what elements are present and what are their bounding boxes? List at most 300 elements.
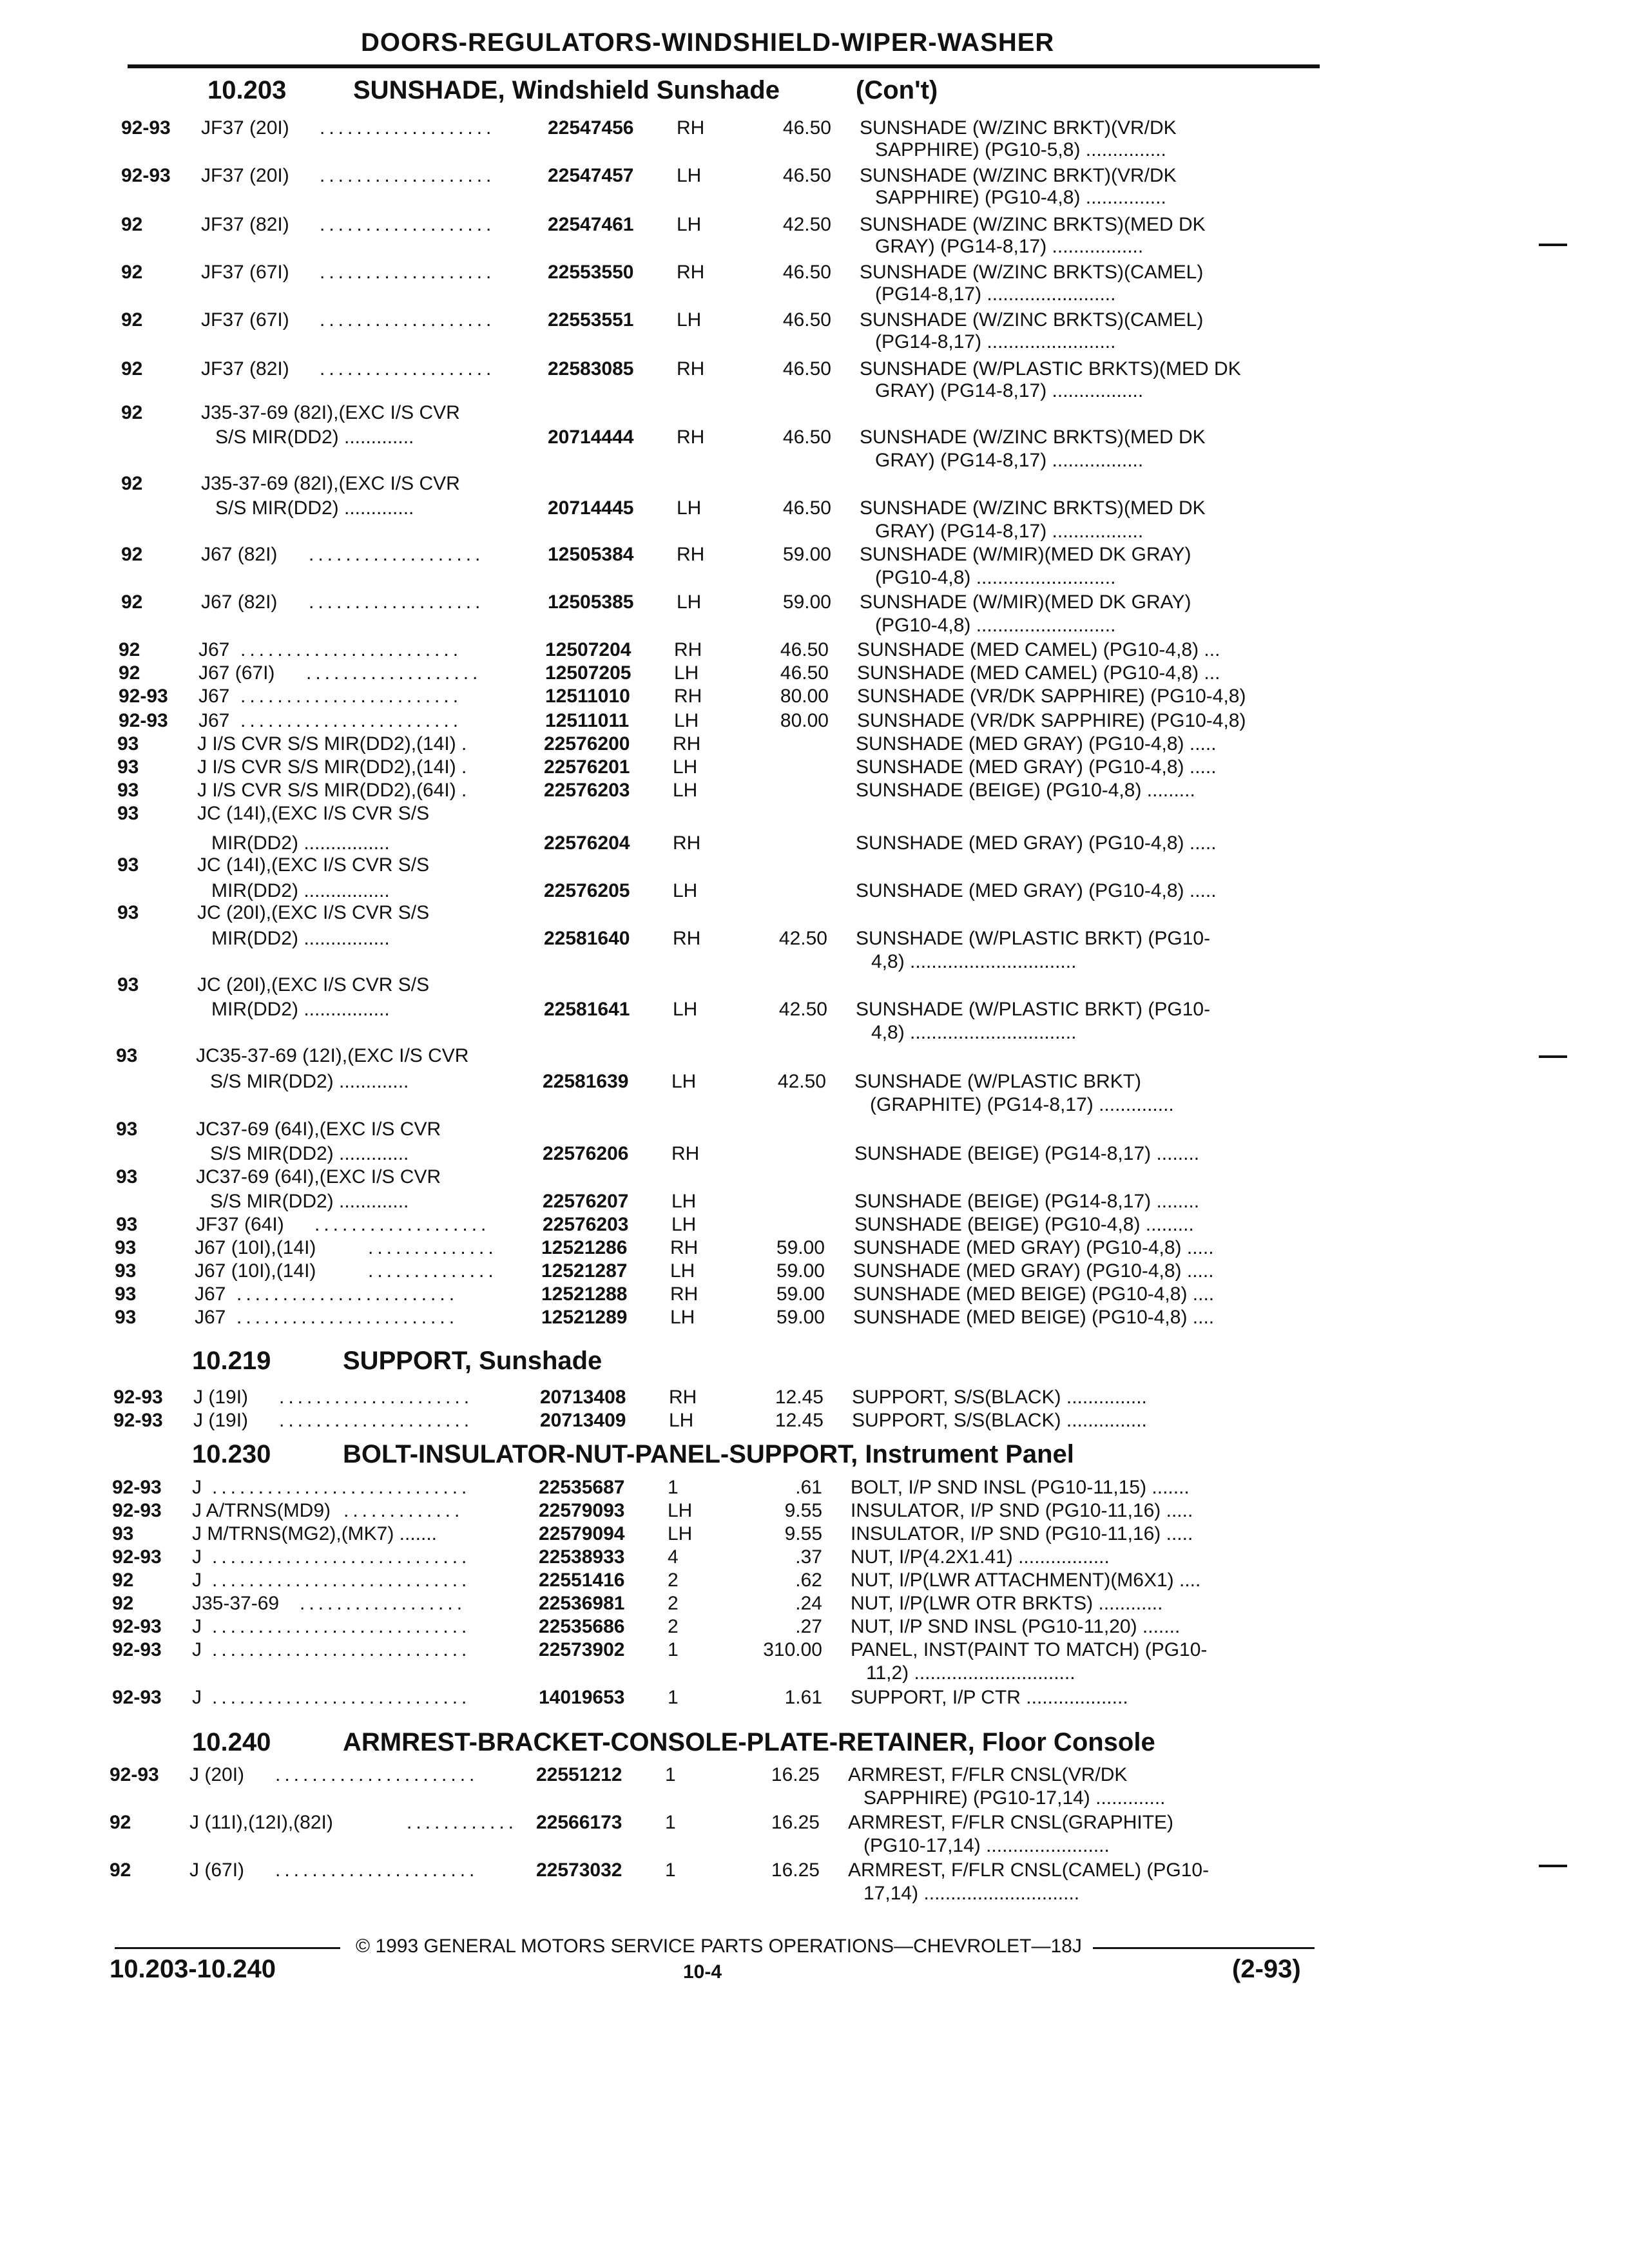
model-years: 92-93 — [112, 1500, 162, 1521]
part-row — [0, 1881, 1629, 1906]
leader-dots: .................. — [300, 1593, 467, 1614]
side-or-quantity: LH — [670, 1307, 695, 1328]
part-description: NUT, I/P(4.2X1.41) ................. — [851, 1546, 1110, 1568]
side-or-quantity: LH — [677, 309, 702, 331]
part-description: SUPPORT, S/S(BLACK) ............... — [852, 1410, 1147, 1431]
leader-dots: ................... — [306, 662, 482, 684]
side-or-quantity: RH — [673, 733, 701, 754]
leader-dots: ........................ — [240, 639, 463, 660]
part-row — [0, 1858, 1629, 1883]
part-description: SUNSHADE (W/MIR)(MED DK GRAY) — [860, 591, 1191, 613]
description-continued: (PG10-4,8) .......................... — [875, 615, 1116, 636]
part-number: 22573902 — [539, 1639, 625, 1660]
part-row — [0, 1661, 1629, 1686]
part-description: SUNSHADE (MED GRAY) (PG10-4,8) ..... — [856, 832, 1217, 854]
model-years: 93 — [117, 756, 139, 778]
part-row — [0, 116, 1629, 140]
application-continued: S/S MIR(DD2) ............. — [215, 427, 414, 448]
price: 42.50 — [778, 928, 827, 949]
part-number: 22547456 — [548, 117, 634, 139]
part-number: 22576203 — [544, 780, 630, 801]
description-continued: GRAY) (PG14-8,17) ................. — [875, 380, 1144, 401]
price: .24 — [795, 1593, 822, 1614]
description-continued: (PG10-4,8) .......................... — [875, 567, 1116, 588]
side-or-quantity: RH — [674, 686, 702, 707]
part-row — [0, 543, 1629, 567]
part-row — [0, 308, 1629, 332]
model-years: 93 — [117, 803, 139, 824]
part-row — [0, 879, 1629, 903]
application: J — [192, 1477, 202, 1498]
section-number: 10.230 — [192, 1440, 271, 1468]
description-continued: SAPPHIRE) (PG10-5,8) ............... — [875, 139, 1166, 160]
model-years: 93 — [116, 1119, 138, 1140]
side-or-quantity: LH — [674, 662, 699, 684]
part-row — [0, 732, 1629, 756]
part-number: 22576205 — [544, 880, 630, 901]
side-or-quantity: LH — [673, 999, 698, 1020]
leader-dots: ................... — [320, 358, 496, 380]
part-description: INSULATOR, I/P SND (PG10-11,16) ..... — [851, 1500, 1193, 1521]
part-row — [0, 235, 1629, 259]
model-years: 93 — [115, 1307, 137, 1328]
part-row — [0, 1686, 1629, 1710]
part-row — [0, 1786, 1629, 1811]
description-continued: 11,2) .............................. — [866, 1662, 1075, 1684]
model-years: 92 — [121, 262, 143, 283]
part-row — [0, 927, 1629, 951]
leader-dots: .............. — [368, 1260, 497, 1282]
price: 42.50 — [777, 1071, 826, 1092]
price: 80.00 — [780, 686, 829, 707]
model-years: 93 — [117, 733, 139, 754]
part-row — [0, 1522, 1629, 1546]
price: 12.45 — [775, 1410, 824, 1431]
application-continued: S/S MIR(DD2) ............. — [210, 1143, 409, 1164]
part-row — [0, 661, 1629, 686]
side-or-quantity: LH — [673, 780, 698, 801]
part-description: INSULATOR, I/P SND (PG10-11,16) ..... — [851, 1523, 1193, 1544]
application: JF37 (67I) — [201, 309, 289, 331]
margin-mark — [1539, 1055, 1567, 1058]
part-description: SUNSHADE (W/ZINC BRKTS)(CAMEL) — [860, 309, 1204, 331]
part-description: SUNSHADE (VR/DK SAPPHIRE) (PG10-4,8) — [857, 710, 1246, 731]
footer-section-range: 10.203-10.240 — [110, 1955, 276, 1983]
model-years: 92-93 — [121, 117, 171, 139]
part-number: 22553551 — [548, 309, 634, 331]
leader-dots: ................... — [314, 1214, 490, 1235]
application-continued: S/S MIR(DD2) ............. — [210, 1071, 409, 1092]
model-years: 93 — [117, 854, 139, 876]
leader-dots: ...................... — [275, 1764, 479, 1785]
application-continued: S/S MIR(DD2) ............. — [210, 1191, 409, 1212]
part-row — [0, 496, 1629, 521]
part-row — [0, 1638, 1629, 1662]
leader-dots: ................... — [309, 591, 485, 613]
model-years: 92 — [119, 662, 140, 684]
part-number: 20714445 — [548, 497, 634, 519]
part-number: 22547461 — [548, 214, 634, 235]
part-description: SUNSHADE (MED BEIGE) (PG10-4,8) .... — [853, 1283, 1215, 1305]
part-row — [0, 1044, 1629, 1068]
part-row — [0, 1021, 1629, 1045]
part-row — [0, 566, 1629, 590]
part-row — [0, 379, 1629, 403]
part-number: 20713409 — [540, 1410, 626, 1431]
model-years: 92-93 — [119, 710, 168, 731]
part-row — [0, 1475, 1629, 1500]
price: .61 — [795, 1477, 822, 1498]
part-number: 22547457 — [548, 165, 634, 186]
model-years: 92 — [121, 402, 143, 423]
side-or-quantity: LH — [671, 1071, 697, 1092]
price: 16.25 — [771, 1860, 820, 1881]
part-number: 12505384 — [548, 544, 634, 565]
part-number: 22581639 — [543, 1071, 629, 1092]
side-or-quantity: LH — [668, 1500, 693, 1521]
part-description: SUNSHADE (W/ZINC BRKTS)(MED DK — [860, 427, 1206, 448]
description-continued: 4,8) ............................... — [871, 1022, 1077, 1043]
part-description: SUNSHADE (MED CAMEL) (PG10-4,8) ... — [857, 639, 1220, 660]
part-description: SUNSHADE (BEIGE) (PG14-8,17) ........ — [854, 1143, 1200, 1164]
model-years: 92-93 — [119, 686, 168, 707]
part-row — [0, 1834, 1629, 1858]
application: J67 — [198, 639, 230, 660]
leader-dots: ............................ — [212, 1477, 471, 1498]
margin-mark — [1539, 244, 1567, 246]
leader-dots: ................... — [309, 544, 485, 565]
part-description: SUNSHADE (W/ZINC BRKTS)(MED DK — [860, 214, 1206, 235]
part-description: BOLT, I/P SND INSL (PG10-11,15) ....... — [851, 1477, 1190, 1498]
price: 59.00 — [776, 1237, 825, 1258]
price: .27 — [795, 1616, 822, 1637]
price: 46.50 — [782, 262, 831, 283]
side-or-quantity: 2 — [668, 1570, 679, 1591]
side-or-quantity: 1 — [668, 1639, 679, 1660]
section-title: SUPPORT, Sunshade — [343, 1347, 602, 1375]
price: 12.45 — [775, 1387, 824, 1408]
part-description: SUNSHADE (MED GRAY) (PG10-4,8) ..... — [856, 880, 1217, 901]
side-or-quantity: LH — [673, 880, 698, 901]
side-or-quantity: RH — [677, 262, 705, 283]
section-number: 10.219 — [192, 1347, 271, 1375]
description-continued: 4,8) ............................... — [871, 951, 1077, 972]
model-years: 92 — [112, 1570, 134, 1591]
model-years: 92 — [119, 639, 140, 660]
part-description: SUNSHADE (W/PLASTIC BRKT) (PG10- — [856, 999, 1211, 1020]
application-continued: MIR(DD2) ................ — [211, 999, 390, 1020]
application: J — [192, 1687, 202, 1708]
part-number: 12507205 — [545, 662, 631, 684]
application: J — [192, 1546, 202, 1568]
part-description: SUNSHADE (MED GRAY) (PG10-4,8) ..... — [853, 1260, 1214, 1282]
application: J35-37-69 (82I),(EXC I/S CVR — [201, 473, 460, 494]
application-continued: MIR(DD2) ................ — [211, 928, 390, 949]
part-description: SUNSHADE (MED GRAY) (PG10-4,8) ..... — [856, 756, 1217, 778]
application-continued: MIR(DD2) ................ — [211, 832, 390, 854]
side-or-quantity: LH — [677, 591, 702, 613]
leader-dots: ................... — [320, 214, 496, 235]
part-row — [0, 997, 1629, 1022]
price: 46.50 — [782, 117, 831, 139]
price: 16.25 — [771, 1764, 820, 1785]
part-number: 22576206 — [543, 1143, 629, 1164]
part-row — [0, 1568, 1629, 1593]
part-description: NUT, I/P(LWR OTR BRKTS) ............ — [851, 1593, 1163, 1614]
price: 59.00 — [776, 1283, 825, 1305]
side-or-quantity: 1 — [668, 1687, 679, 1708]
side-or-quantity: LH — [677, 214, 702, 235]
part-description: SUNSHADE (MED GRAY) (PG10-4,8) ..... — [853, 1237, 1214, 1258]
model-years: 93 — [117, 902, 139, 923]
part-row — [0, 709, 1629, 733]
price: 46.50 — [780, 662, 829, 684]
part-row — [0, 1236, 1629, 1260]
part-number: 22566173 — [536, 1812, 622, 1833]
part-description: SUNSHADE (W/ZINC BRKT)(VR/DK — [860, 117, 1177, 139]
part-row — [0, 950, 1629, 974]
application: J35-37-69 — [192, 1593, 280, 1614]
part-row — [0, 186, 1629, 210]
side-or-quantity: LH — [670, 1260, 695, 1282]
part-row — [0, 638, 1629, 662]
part-row — [0, 973, 1629, 997]
part-row — [0, 282, 1629, 307]
part-row — [0, 357, 1629, 381]
part-row — [0, 472, 1629, 496]
part-description: SUNSHADE (W/PLASTIC BRKTS)(MED DK — [860, 358, 1241, 380]
part-row — [0, 1615, 1629, 1639]
application: J67 (10I),(14I) — [195, 1260, 316, 1282]
side-or-quantity: LH — [668, 1523, 693, 1544]
side-or-quantity: 2 — [668, 1593, 679, 1614]
part-number: 22535687 — [539, 1477, 625, 1498]
part-number: 14019653 — [539, 1687, 625, 1708]
side-or-quantity: RH — [674, 639, 702, 660]
price: 59.00 — [776, 1260, 825, 1282]
part-description: SUNSHADE (VR/DK SAPPHIRE) (PG10-4,8) — [857, 686, 1246, 707]
price: 46.50 — [780, 639, 829, 660]
part-description: SUNSHADE (BEIGE) (PG14-8,17) ........ — [854, 1191, 1200, 1212]
part-row — [0, 831, 1629, 856]
part-row — [0, 755, 1629, 780]
model-years: 92-93 — [112, 1546, 162, 1568]
part-row — [0, 853, 1629, 878]
margin-mark — [1539, 1865, 1567, 1867]
application: J67 (82I) — [201, 591, 278, 613]
model-years: 92-93 — [113, 1410, 163, 1431]
price: 80.00 — [780, 710, 829, 731]
part-description: PANEL, INST(PAINT TO MATCH) (PG10- — [851, 1639, 1208, 1660]
part-number: 22576207 — [543, 1191, 629, 1212]
part-description: SUPPORT, I/P CTR ................... — [851, 1687, 1128, 1708]
leader-dots: ............. — [343, 1500, 464, 1521]
part-description: ARMREST, F/FLR CNSL(VR/DK — [848, 1764, 1128, 1785]
part-row — [0, 1385, 1629, 1410]
part-description: SUNSHADE (BEIGE) (PG10-4,8) ......... — [856, 780, 1195, 801]
model-years: 93 — [115, 1237, 137, 1258]
price: 16.25 — [771, 1812, 820, 1833]
part-description: ARMREST, F/FLR CNSL(CAMEL) (PG10- — [848, 1860, 1210, 1881]
model-years: 93 — [116, 1166, 138, 1187]
application: JF37 (67I) — [201, 262, 289, 283]
model-years: 92-93 — [112, 1687, 162, 1708]
footer-date: (2-93) — [1232, 1955, 1301, 1983]
price: 46.50 — [782, 358, 831, 380]
application: JC (14I),(EXC I/S CVR S/S — [197, 854, 430, 876]
part-number: 22535686 — [539, 1616, 625, 1637]
leader-dots: ...................... — [275, 1860, 479, 1881]
application: JF37 (20I) — [201, 165, 289, 186]
application: J (67I) — [189, 1860, 245, 1881]
part-row — [0, 1811, 1629, 1835]
part-number: 22551212 — [536, 1764, 622, 1785]
part-row — [0, 1763, 1629, 1787]
page-header-title: DOORS-REGULATORS-WINDSHIELD-WIPER-WASHER — [361, 28, 1055, 57]
model-years: 92-93 — [121, 165, 171, 186]
part-row — [0, 448, 1629, 473]
side-or-quantity: RH — [669, 1387, 697, 1408]
description-continued: GRAY) (PG14-8,17) ................. — [875, 521, 1144, 542]
application: J67 — [198, 686, 230, 707]
part-description: SUPPORT, S/S(BLACK) ............... — [852, 1387, 1147, 1408]
part-number: 22576201 — [544, 756, 630, 778]
part-number: 22576200 — [544, 733, 630, 754]
side-or-quantity: 1 — [665, 1812, 676, 1833]
side-or-quantity: 2 — [668, 1616, 679, 1637]
side-or-quantity: RH — [677, 544, 705, 565]
price: 9.55 — [784, 1500, 822, 1521]
leader-dots: ................... — [320, 262, 496, 283]
part-row — [0, 1305, 1629, 1330]
model-years: 92 — [121, 309, 143, 331]
leader-dots: ........................ — [236, 1283, 459, 1305]
part-row — [0, 138, 1629, 162]
footer-rule-left — [115, 1947, 340, 1949]
side-or-quantity: LH — [671, 1214, 697, 1235]
part-row — [0, 213, 1629, 237]
price: 9.55 — [784, 1523, 822, 1544]
side-or-quantity: RH — [677, 358, 705, 380]
side-or-quantity: LH — [673, 756, 698, 778]
part-number: 22579094 — [539, 1523, 625, 1544]
part-row — [0, 1545, 1629, 1570]
price: .37 — [795, 1546, 822, 1568]
side-or-quantity: RH — [670, 1237, 699, 1258]
model-years: 93 — [112, 1523, 134, 1544]
price: 42.50 — [778, 999, 827, 1020]
description-continued: (PG14-8,17) ........................ — [875, 284, 1116, 305]
part-row — [0, 1117, 1629, 1142]
model-years: 93 — [117, 780, 139, 801]
part-description: SUNSHADE (W/ZINC BRKTS)(MED DK — [860, 497, 1206, 519]
application: J I/S CVR S/S MIR(DD2),(14I) . — [197, 756, 467, 778]
application: JC37-69 (64I),(EXC I/S CVR — [196, 1119, 441, 1140]
side-or-quantity: LH — [671, 1191, 697, 1212]
model-years: 92 — [121, 358, 143, 380]
part-row — [0, 778, 1629, 803]
part-row — [0, 590, 1629, 615]
part-row — [0, 1499, 1629, 1523]
model-years: 92 — [121, 591, 143, 613]
part-row — [0, 1259, 1629, 1283]
leader-dots: ............................ — [212, 1639, 471, 1660]
price: 59.00 — [782, 544, 831, 565]
application: JC35-37-69 (12I),(EXC I/S CVR — [196, 1045, 469, 1066]
part-row — [0, 260, 1629, 285]
part-number: 22573032 — [536, 1860, 622, 1881]
section-continued: (Con't) — [856, 76, 938, 104]
leader-dots: ............................ — [212, 1687, 471, 1708]
description-continued: 17,14) ............................. — [863, 1883, 1080, 1904]
part-description: SUNSHADE (MED GRAY) (PG10-4,8) ..... — [856, 733, 1217, 754]
side-or-quantity: LH — [677, 165, 702, 186]
application: JC (20I),(EXC I/S CVR S/S — [197, 974, 430, 995]
part-row — [0, 1591, 1629, 1616]
section-title: ARMREST-BRACKET-CONSOLE-PLATE-RETAINER, Floor Console — [343, 1728, 1155, 1756]
application: J67 (67I) — [198, 662, 275, 684]
application: J A/TRNS(MD9) — [192, 1500, 331, 1521]
part-description: NUT, I/P(LWR ATTACHMENT)(M6X1) .... — [851, 1570, 1201, 1591]
part-description: SUNSHADE (W/ZINC BRKT)(VR/DK — [860, 165, 1177, 186]
part-row — [0, 401, 1629, 425]
price: 46.50 — [782, 165, 831, 186]
leader-dots: ................... — [320, 165, 496, 186]
footer-copyright: © 1993 GENERAL MOTORS SERVICE PARTS OPERATIONS—CHEVROLET—18J — [356, 1936, 1082, 1957]
part-row — [0, 1093, 1629, 1117]
side-or-quantity: 1 — [668, 1477, 679, 1498]
footer-rule-right — [1093, 1947, 1315, 1949]
part-number: 22576204 — [544, 832, 630, 854]
part-row — [0, 1213, 1629, 1237]
part-description: SUNSHADE (W/PLASTIC BRKT) — [854, 1071, 1142, 1092]
part-number: 22553550 — [548, 262, 634, 283]
part-number: 22536981 — [539, 1593, 625, 1614]
application: J — [192, 1570, 202, 1591]
part-row — [0, 1408, 1629, 1433]
part-number: 20713408 — [540, 1387, 626, 1408]
leader-dots: ............................ — [212, 1616, 471, 1637]
description-continued: GRAY) (PG14-8,17) ................. — [875, 450, 1144, 471]
price: 310.00 — [763, 1639, 822, 1660]
application-continued: S/S MIR(DD2) ............. — [215, 497, 414, 519]
part-number: 22576203 — [543, 1214, 629, 1235]
section-title: BOLT-INSULATOR-NUT-PANEL-SUPPORT, Instrument Panel — [343, 1440, 1074, 1468]
model-years: 92 — [121, 544, 143, 565]
model-years: 92-93 — [110, 1764, 159, 1785]
side-or-quantity: 1 — [665, 1764, 676, 1785]
model-years: 93 — [116, 1045, 138, 1066]
section-number: 10.203 — [207, 76, 287, 104]
price: 59.00 — [776, 1307, 825, 1328]
model-years: 93 — [117, 974, 139, 995]
part-description: SUNSHADE (MED CAMEL) (PG10-4,8) ... — [857, 662, 1220, 684]
side-or-quantity: LH — [674, 710, 699, 731]
application: JF37 (82I) — [201, 214, 289, 235]
description-continued: SAPPHIRE) (PG10-17,14) ............. — [863, 1787, 1166, 1809]
application: J — [192, 1616, 202, 1637]
part-number: 12511010 — [545, 686, 630, 707]
part-number: 12505385 — [548, 591, 634, 613]
part-description: SUNSHADE (MED BEIGE) (PG10-4,8) .... — [853, 1307, 1215, 1328]
part-row — [0, 613, 1629, 638]
model-years: 92-93 — [112, 1616, 162, 1637]
application: J — [192, 1639, 202, 1660]
leader-dots: ........................ — [240, 686, 463, 707]
part-row — [0, 901, 1629, 925]
model-years: 92 — [110, 1860, 131, 1881]
side-or-quantity: RH — [673, 832, 701, 854]
